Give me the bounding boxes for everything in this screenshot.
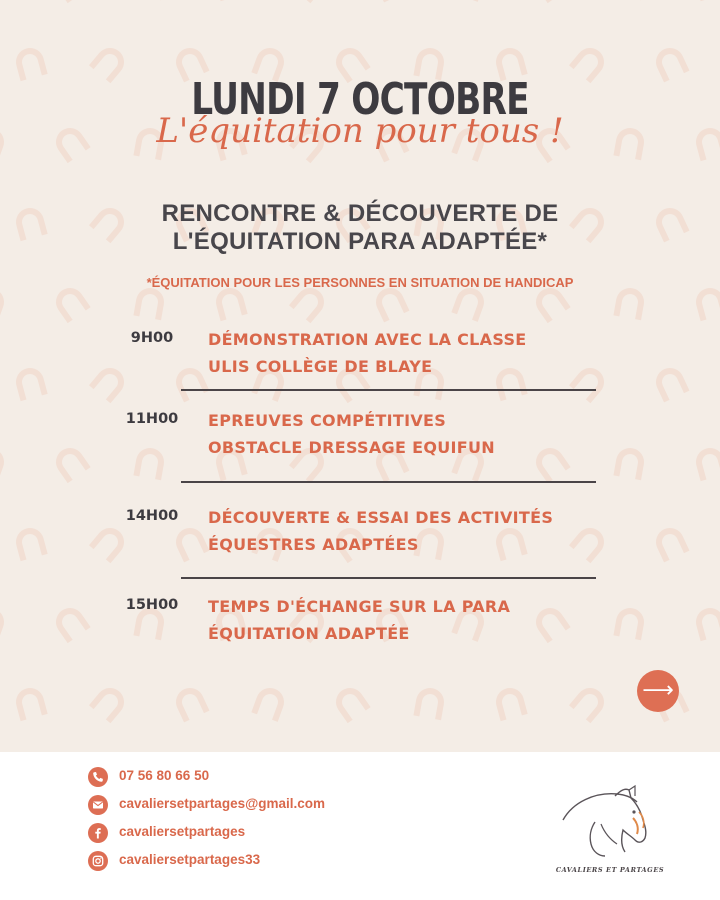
event-heading-line-2: L'ÉQUITATION PARA ADAPTÉE* [172,228,548,255]
schedule-activity-line: DÉCOUVERTE & ESSAI DES ACTIVITÉS [208,508,554,527]
event-footnote: *ÉQUITATION POUR LES PERSONNES EN SITUATION DE HANDICAP [146,275,574,290]
mail-icon [88,795,108,815]
event-date-title: LUNDI 7 OCTOBRE [191,74,529,125]
schedule-activity-line: ULIS COLLÈGE DE BLAYE [208,357,433,376]
schedule-activity-line: ÉQUESTRES ADAPTÉES [208,535,419,554]
schedule-divider [181,389,596,391]
logo-text: CAVALIERS ET PARTAGES [555,866,665,874]
schedule-activity [208,593,608,647]
facebook-icon [88,823,108,843]
email-address: cavaliersetpartages@gmail.com [119,796,326,811]
schedule-activity [208,326,608,380]
schedule-time: 9H00 [130,330,174,346]
event-heading-line-1: RENCONTRE & DÉCOUVERTE DE [161,200,559,227]
event-subtitle: L'équitation pour tous ! [156,111,564,151]
schedule-activity-line: EPREUVES COMPÉTITIVES [208,411,447,430]
schedule-activity-line: TEMPS D'ÉCHANGE SUR LA PARA [208,597,511,616]
instagram-handle: cavaliersetpartages33 [119,852,261,867]
schedule-activity-line: ÉQUITATION ADAPTÉE [208,624,410,643]
instagram-icon [88,851,108,871]
schedule-time: 15H00 [125,597,179,613]
next-slide-button[interactable] [637,670,679,712]
event-heading [0,200,720,256]
schedule-divider [181,577,596,579]
schedule-activity-line: OBSTACLE DRESSAGE EQUIFUN [208,438,495,457]
schedule-divider [181,481,596,483]
schedule-time: 11H00 [125,411,179,427]
facebook-handle: cavaliersetpartages [119,824,246,839]
phone-number: 07 56 80 66 50 [119,768,210,783]
phone-icon [88,767,108,787]
arrow-right-icon: ⟶ [642,678,674,703]
schedule-activity-line: DÉMONSTRATION AVEC LA CLASSE [208,330,527,349]
schedule-activity [208,407,608,461]
schedule-activity [208,504,608,558]
schedule-time: 14H00 [125,508,179,524]
